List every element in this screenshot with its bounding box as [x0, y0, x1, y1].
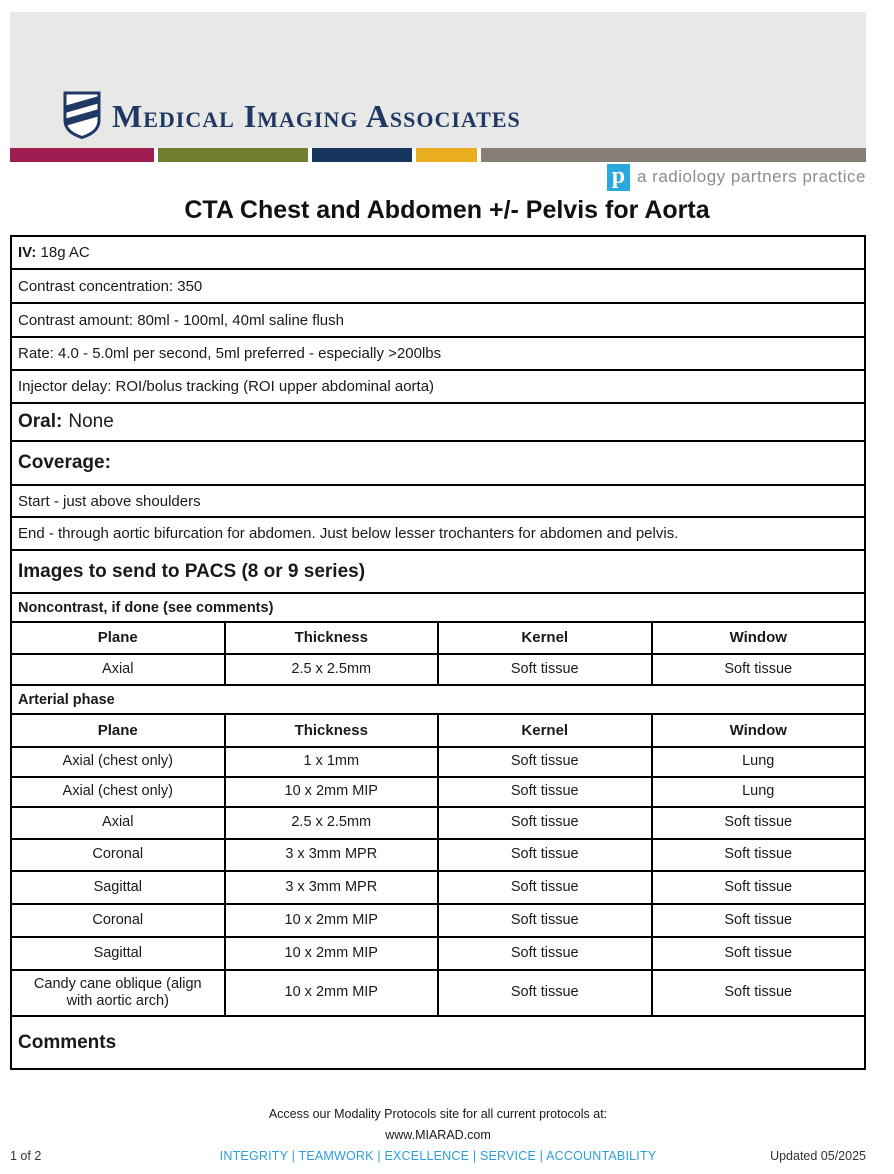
oral-label: Oral:: [18, 411, 63, 432]
col-window: Window: [729, 629, 787, 646]
stripe-crimson: [10, 148, 154, 162]
cell-thickness: 2.5 x 2.5mm: [226, 655, 440, 684]
page-title: CTA Chest and Abdomen +/- Pelvis for Aorta: [184, 196, 710, 224]
contrast-concentration-row: Contrast concentration: 350: [10, 268, 866, 304]
tagline-row: [10, 162, 866, 192]
cell-window: Soft tissue: [724, 911, 793, 928]
radiology-partners-logo-icon: p: [607, 164, 630, 191]
table-row: [10, 838, 866, 872]
iv-label: IV:: [18, 244, 37, 261]
col-window: Window: [729, 721, 787, 739]
col-thickness: Thickness: [226, 715, 440, 746]
shield-logo-icon: [62, 90, 102, 140]
cell-kernel: Soft tissue: [439, 840, 653, 870]
protocol-sheet: [10, 235, 866, 1070]
cell-window: Lung: [742, 753, 775, 770]
contrast-amount-row: Contrast amount: 80ml - 100ml, 40ml saline flush: [10, 302, 866, 338]
cell-kernel: Soft tissue: [439, 748, 653, 776]
footer-website: www.MIARAD.com: [385, 1128, 491, 1143]
cell-plane: Coronal: [12, 840, 226, 870]
footer-access-line: Access our Modality Protocols site for all current protocols at:: [268, 1107, 608, 1121]
cell-window: Soft tissue: [724, 878, 793, 895]
cell-kernel: Soft tissue: [439, 808, 653, 838]
noncontrast-table-header: [10, 621, 866, 655]
cell-thickness: 1 x 1mm: [226, 748, 440, 776]
iv-value: 18g AC: [40, 244, 90, 261]
stripe-olive: [158, 148, 308, 162]
arterial-table-header: [10, 713, 866, 748]
footer-values-line: INTEGRITY | TEAMWORK | EXCELLENCE | SERVICE | ACCOUNTABILITY: [219, 1148, 657, 1163]
col-kernel: Kernel: [439, 715, 653, 746]
coverage-heading: Coverage:: [10, 440, 866, 486]
cell-thickness: 10 x 2mm MIP: [226, 938, 440, 969]
rate-row: Rate: 4.0 - 5.0ml per second, 5ml preferred - especially >200lbs: [10, 336, 866, 371]
cell-thickness: 10 x 2mm MIP: [226, 778, 440, 806]
oral-row: [10, 402, 866, 442]
stripe-taupe: [481, 148, 866, 162]
cell-kernel: Soft tissue: [439, 905, 653, 936]
cell-plane: Sagittal: [12, 938, 226, 969]
noncontrast-label: Noncontrast, if done (see comments): [10, 592, 866, 623]
cell-plane: Axial (chest only): [12, 778, 226, 806]
cell-window: Soft tissue: [724, 984, 793, 1001]
iv-row: [10, 235, 866, 270]
cell-kernel: Soft tissue: [439, 778, 653, 806]
company-name: Medical Imaging Associates: [112, 98, 521, 134]
coverage-end-row: End - through aortic bifurcation for abdomen. Just below lesser trochanters for abdomen and pelvis.: [10, 516, 866, 551]
cell-thickness: 2.5 x 2.5mm: [226, 808, 440, 838]
pacs-heading: Images to send to PACS (8 or 9 series): [10, 549, 866, 594]
stripe-navy: [312, 148, 412, 162]
table-row: [10, 969, 866, 1017]
arterial-phase-label: Arterial phase: [10, 684, 866, 715]
cell-kernel: Soft tissue: [439, 872, 653, 903]
cell-plane: Candy cane oblique (align with aortic arch): [12, 971, 226, 1015]
table-row: [10, 653, 866, 686]
comments-heading: Comments: [10, 1015, 866, 1070]
header-banner: [10, 12, 866, 148]
table-row: [10, 903, 866, 938]
col-plane: Plane: [12, 623, 226, 653]
cell-plane: Coronal: [12, 905, 226, 936]
coverage-start-row: Start - just above shoulders: [10, 484, 866, 518]
cell-plane: Axial: [12, 655, 226, 684]
cell-kernel: Soft tissue: [439, 971, 653, 1015]
cell-plane: Axial: [12, 808, 226, 838]
tagline-text: a radiology partners practice: [636, 167, 866, 186]
table-row: [10, 936, 866, 971]
table-row: [10, 776, 866, 808]
col-thickness: Thickness: [226, 623, 440, 653]
cell-kernel: Soft tissue: [439, 655, 653, 684]
cell-plane: Axial (chest only): [12, 748, 226, 776]
stripe-gold: [416, 148, 477, 162]
cell-thickness: 10 x 2mm MIP: [226, 905, 440, 936]
page-number: 1 of 2: [10, 1148, 42, 1163]
table-row: [10, 806, 866, 840]
cell-plane: Sagittal: [12, 872, 226, 903]
cell-window: Soft tissue: [724, 660, 793, 677]
cell-window: Soft tissue: [724, 944, 793, 961]
cell-thickness: 3 x 3mm MPR: [226, 840, 440, 870]
cell-thickness: 3 x 3mm MPR: [226, 872, 440, 903]
cell-window: Soft tissue: [724, 846, 793, 863]
col-plane: Plane: [12, 715, 226, 746]
injector-delay-row: Injector delay: ROI/bolus tracking (ROI upper abdominal aorta): [10, 369, 866, 404]
brand-stripe-bar: [10, 148, 866, 162]
cell-window: Lung: [742, 783, 775, 800]
page-footer: [10, 1104, 866, 1163]
table-row: [10, 870, 866, 905]
cell-window: Soft tissue: [724, 814, 793, 831]
table-row: [10, 746, 866, 778]
col-kernel: Kernel: [439, 623, 653, 653]
footer-updated: Updated 05/2025: [770, 1148, 866, 1163]
cell-thickness: 10 x 2mm MIP: [226, 971, 440, 1015]
oral-value: None: [68, 411, 114, 432]
cell-kernel: Soft tissue: [439, 938, 653, 969]
